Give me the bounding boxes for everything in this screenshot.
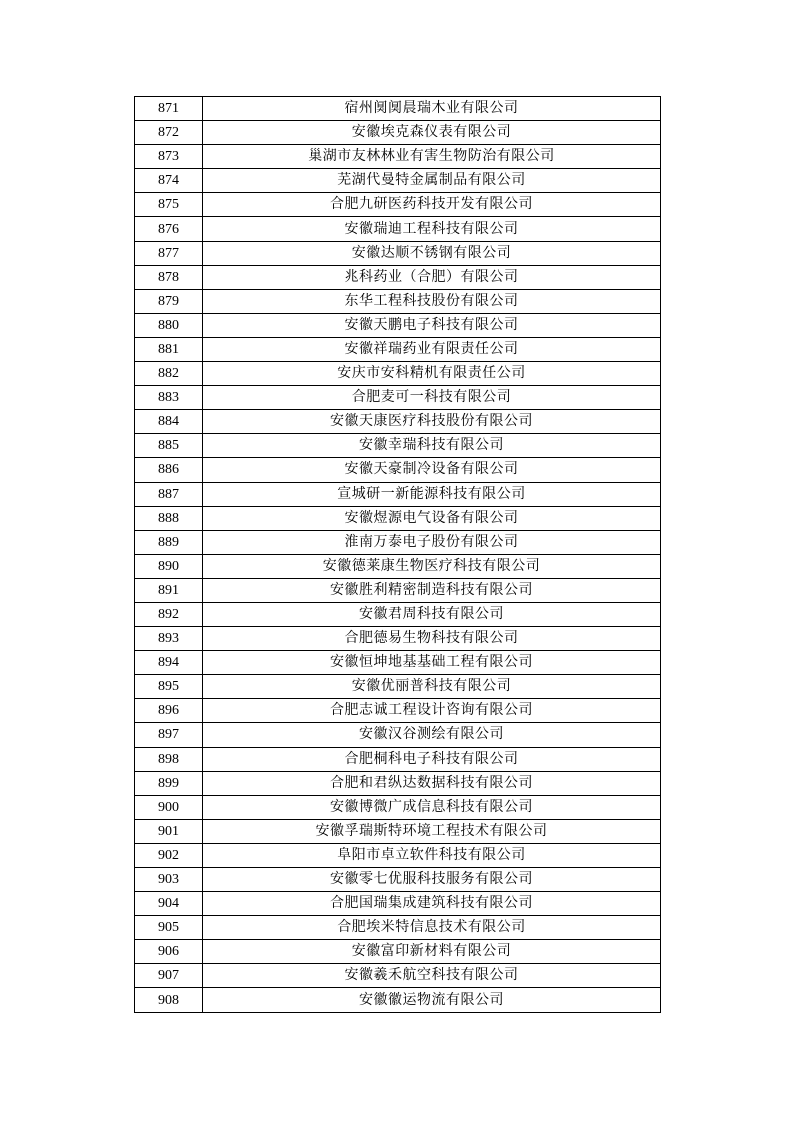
row-number-cell: 892 — [135, 602, 203, 626]
row-number-cell: 907 — [135, 964, 203, 988]
company-name-cell: 合肥麦可一科技有限公司 — [203, 386, 661, 410]
table-row — [135, 892, 661, 916]
company-name-cell: 安徽汉谷测绘有限公司 — [203, 723, 661, 747]
row-number-cell: 906 — [135, 940, 203, 964]
row-number-cell: 885 — [135, 434, 203, 458]
row-number-cell: 888 — [135, 506, 203, 530]
company-name-cell: 宿州阒阒晨瑞木业有限公司 — [203, 97, 661, 121]
company-name-cell: 合肥桐科电子科技有限公司 — [203, 747, 661, 771]
company-name-cell: 安徽煜源电气设备有限公司 — [203, 506, 661, 530]
row-number-cell: 881 — [135, 337, 203, 361]
row-number-cell: 903 — [135, 868, 203, 892]
table-row — [135, 434, 661, 458]
table-row — [135, 675, 661, 699]
company-name-cell: 合肥国瑞集成建筑科技有限公司 — [203, 892, 661, 916]
row-number-cell: 894 — [135, 651, 203, 675]
table-row — [135, 916, 661, 940]
table-row — [135, 578, 661, 602]
table-row — [135, 988, 661, 1012]
company-name-cell: 安徽胜利精密制造科技有限公司 — [203, 578, 661, 602]
company-name-cell: 合肥和君纵达数据科技有限公司 — [203, 771, 661, 795]
company-name-cell: 安徽优丽普科技有限公司 — [203, 675, 661, 699]
company-name-cell: 安徽富印新材料有限公司 — [203, 940, 661, 964]
company-name-cell: 安徽达顺不锈钢有限公司 — [203, 241, 661, 265]
row-number-cell: 875 — [135, 193, 203, 217]
table-row — [135, 362, 661, 386]
table-row — [135, 940, 661, 964]
company-name-cell: 安徽零七优服科技服务有限公司 — [203, 868, 661, 892]
row-number-cell: 902 — [135, 843, 203, 867]
table-row — [135, 121, 661, 145]
table-row — [135, 843, 661, 867]
row-number-cell: 887 — [135, 482, 203, 506]
company-name-cell: 合肥埃米特信息技术有限公司 — [203, 916, 661, 940]
row-number-cell: 897 — [135, 723, 203, 747]
table-row — [135, 868, 661, 892]
company-name-cell: 合肥志诚工程设计咨询有限公司 — [203, 699, 661, 723]
row-number-cell: 893 — [135, 627, 203, 651]
table-row — [135, 289, 661, 313]
row-number-cell: 871 — [135, 97, 203, 121]
row-number-cell: 896 — [135, 699, 203, 723]
company-name-cell: 安徽恒坤地基基础工程有限公司 — [203, 651, 661, 675]
table-row — [135, 458, 661, 482]
table-row — [135, 795, 661, 819]
company-name-cell: 合肥九研医药科技开发有限公司 — [203, 193, 661, 217]
table-row — [135, 386, 661, 410]
table-row — [135, 506, 661, 530]
table-row — [135, 145, 661, 169]
row-number-cell: 899 — [135, 771, 203, 795]
row-number-cell: 908 — [135, 988, 203, 1012]
company-name-cell: 安徽徽运物流有限公司 — [203, 988, 661, 1012]
company-name-cell: 兆科药业（合肥）有限公司 — [203, 265, 661, 289]
row-number-cell: 877 — [135, 241, 203, 265]
table-row — [135, 97, 661, 121]
table-row — [135, 699, 661, 723]
company-name-cell: 安徽德莱康生物医疗科技有限公司 — [203, 554, 661, 578]
table-row — [135, 651, 661, 675]
company-name-cell: 阜阳市卓立软件科技有限公司 — [203, 843, 661, 867]
company-name-cell: 东华工程科技股份有限公司 — [203, 289, 661, 313]
row-number-cell: 872 — [135, 121, 203, 145]
table-row — [135, 337, 661, 361]
table-row — [135, 193, 661, 217]
table-row — [135, 313, 661, 337]
row-number-cell: 873 — [135, 145, 203, 169]
company-name-cell: 合肥德易生物科技有限公司 — [203, 627, 661, 651]
company-name-cell: 安徽天康医疗科技股份有限公司 — [203, 410, 661, 434]
row-number-cell: 901 — [135, 819, 203, 843]
row-number-cell: 886 — [135, 458, 203, 482]
table-body — [135, 97, 661, 1013]
row-number-cell: 876 — [135, 217, 203, 241]
table-row — [135, 217, 661, 241]
row-number-cell: 878 — [135, 265, 203, 289]
row-number-cell: 882 — [135, 362, 203, 386]
company-name-cell: 芜湖代曼特金属制品有限公司 — [203, 169, 661, 193]
row-number-cell: 895 — [135, 675, 203, 699]
company-name-cell: 安徽埃克森仪表有限公司 — [203, 121, 661, 145]
row-number-cell: 884 — [135, 410, 203, 434]
company-name-cell: 宣城研一新能源科技有限公司 — [203, 482, 661, 506]
table-row — [135, 169, 661, 193]
table-row — [135, 747, 661, 771]
table-row — [135, 819, 661, 843]
table-row — [135, 964, 661, 988]
row-number-cell: 900 — [135, 795, 203, 819]
row-number-cell: 904 — [135, 892, 203, 916]
row-number-cell: 898 — [135, 747, 203, 771]
table-row — [135, 410, 661, 434]
table-row — [135, 627, 661, 651]
row-number-cell: 880 — [135, 313, 203, 337]
company-name-cell: 安徽祥瑞药业有限责任公司 — [203, 337, 661, 361]
company-name-cell: 安徽天豪制冷设备有限公司 — [203, 458, 661, 482]
table-row — [135, 241, 661, 265]
row-number-cell: 890 — [135, 554, 203, 578]
table-row — [135, 530, 661, 554]
company-name-cell: 巢湖市友林林业有害生物防治有限公司 — [203, 145, 661, 169]
company-name-cell: 安庆市安科精机有限责任公司 — [203, 362, 661, 386]
company-name-cell: 安徽瑞迪工程科技有限公司 — [203, 217, 661, 241]
table-row — [135, 602, 661, 626]
table-row — [135, 482, 661, 506]
row-number-cell: 891 — [135, 578, 203, 602]
row-number-cell: 879 — [135, 289, 203, 313]
company-name-cell: 安徽幸瑞科技有限公司 — [203, 434, 661, 458]
table-row — [135, 554, 661, 578]
row-number-cell: 905 — [135, 916, 203, 940]
table-row — [135, 265, 661, 289]
row-number-cell: 889 — [135, 530, 203, 554]
table-row — [135, 771, 661, 795]
company-name-cell: 安徽君周科技有限公司 — [203, 602, 661, 626]
row-number-cell: 874 — [135, 169, 203, 193]
company-name-cell: 淮南万泰电子股份有限公司 — [203, 530, 661, 554]
company-list-table — [134, 96, 661, 1013]
company-name-cell: 安徽博微广成信息科技有限公司 — [203, 795, 661, 819]
company-name-cell: 安徽天鹏电子科技有限公司 — [203, 313, 661, 337]
row-number-cell: 883 — [135, 386, 203, 410]
company-name-cell: 安徽羲禾航空科技有限公司 — [203, 964, 661, 988]
company-name-cell: 安徽孚瑞斯特环境工程技术有限公司 — [203, 819, 661, 843]
table-row — [135, 723, 661, 747]
